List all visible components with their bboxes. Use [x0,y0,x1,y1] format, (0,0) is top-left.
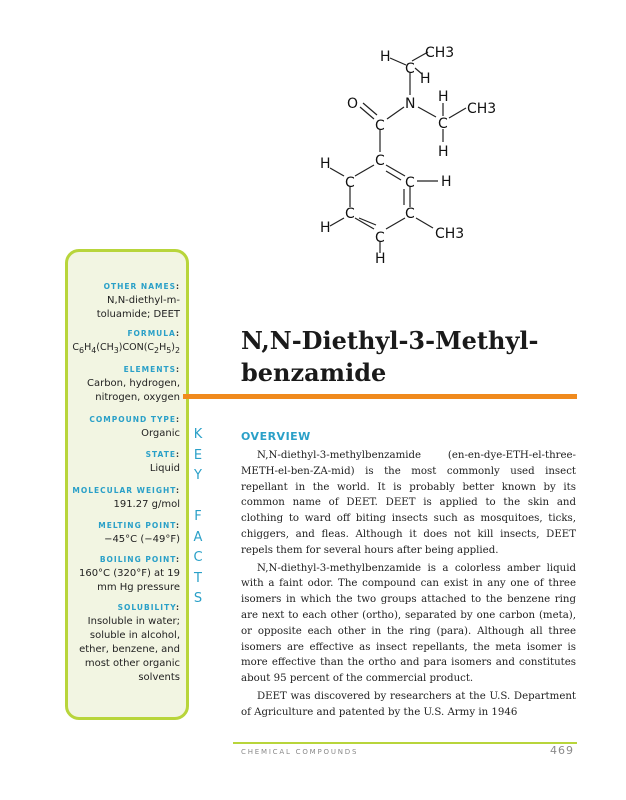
article-body [241,448,576,721]
fact-value: 160°C (320°F) at 19 mm Hg pressure [78,568,180,593]
fact-label: STATE [145,450,176,459]
atom-label: C [375,230,385,246]
section-heading-overview: OVERVIEW [241,430,311,443]
atom-label: O [347,96,359,112]
atom-label: CH3 [467,101,497,117]
fact-value: $C_6H_4(CH_3)CON(C_2H_5)_2$ [72,342,180,355]
fact-melting-point: MELTING POINT: −45°C (−49°F) [72,521,180,547]
fact-value: 191.27 g/mol [113,499,180,510]
fact-value: Organic [141,428,180,439]
fact-value: N,N-diethyl-m-toluamide; DEET [96,295,180,320]
fact-label: SOLUBILITY [117,603,176,612]
footer-divider [233,742,577,744]
fact-state: STATE: Liquid [72,450,180,476]
fact-compound-type: COMPOUND TYPE: Organic [72,415,180,441]
fact-other-names: OTHER NAMES: N,N-diethyl-m-toluamide; DEET [72,282,180,322]
fact-boiling-point: BOILING POINT: 160°C (320°F) at 19 mm Hg pressure [72,555,180,595]
atom-label: H [438,89,449,105]
atom-label: C [345,206,355,222]
fact-label: ELEMENTS [123,365,176,374]
fact-formula: FORMULA: $C_6H_4(CH_3)CON(C_2H_5)_2$ [72,329,180,358]
fact-label: MOLECULAR WEIGHT [72,486,176,495]
atom-label: C [405,206,415,222]
atom-label: C [438,116,448,132]
fact-value: Carbon, hydrogen, nitrogen, oxygen [86,378,180,403]
fact-solubility: SOLUBILITY: Insoluble in water; soluble in alcohol, ether, benzene, and most other organic solvents [72,603,180,685]
fact-label: OTHER NAMES [103,282,176,291]
atom-label: C [375,118,385,134]
molecule-structure-diagram [300,35,520,275]
fact-elements: ELEMENTS: Carbon, hydrogen, nitrogen, oxygen [72,365,180,405]
atom-label: H [320,220,331,236]
paragraph: N,N-diethyl-3-methylbenzamide is a colorless amber liquid with a faint odor. The compound can exist in any one of three isomers in which the two groups attached to the benzene ring are next to each other (ortho), separated by one carbon (meta), or opposite each other in the ring (para). Although all three isomers are effective as insect repellants, the meta isomer is more effective than the ortho and para isomers and constitutes about 95 percent of the commercial product. [241,562,576,685]
paragraph: N,N-diethyl-3-methylbenzamide (en-en-dye-ETH-el-three-METH-el-ben-ZA-mid) is the most commonly used insect repellant in the world. It is probably better known by its common name of DEET. DEET is applied to the skin and clothing to ward off biting insects such as mosquitoes, ticks, chiggers, and fleas. Although it does not kill insects, DEET repels them for several hours after being applied. [241,450,576,556]
atom-label: C [405,61,415,77]
key-facts-letter: S [193,591,203,606]
key-facts-letter: K [193,427,203,442]
footer-book-title: CHEMICAL COMPOUNDS [241,748,359,756]
key-facts-sidebar [65,249,189,720]
atom-label: CH3 [435,226,465,242]
fact-label: COMPOUND TYPE [89,415,176,424]
atom-label: H [320,156,331,172]
key-facts-letter: T [194,570,202,586]
atom-label: H [438,144,449,160]
fact-value: Insoluble in water; soluble in alcohol, ether, benzene, and most other organic solvents [79,616,180,683]
atom-label: C [405,175,415,191]
key-facts-letter: C [193,550,203,565]
fact-value: −45°C (−49°F) [104,534,180,545]
fact-molecular-weight: MOLECULAR WEIGHT: 191.27 g/mol [72,486,180,510]
paragraph: DEET was discovered by researchers at the U.S. Department of Agriculture and patented by the U.S. Army in 1946 [241,690,576,718]
fact-value: Liquid [149,463,180,474]
atom-label: C [345,175,355,191]
key-facts-letter: E [193,447,203,463]
page-number: 469 [550,744,574,757]
atom-label: N [405,96,416,112]
fact-label: MELTING POINT [98,521,176,530]
fact-label: FORMULA [127,329,176,338]
title-divider [183,394,577,399]
key-facts-letter: Y [194,468,202,483]
key-facts-vertical-heading [190,425,206,610]
atom-label: H [420,71,431,87]
key-facts-letter [190,487,206,508]
atom-label: H [375,251,386,267]
atom-label: H [380,49,391,65]
page-title: N,N-Diethyl-3-Methyl-benzamide [241,326,539,387]
atom-label: CH3 [425,45,455,61]
atom-label: C [375,153,385,169]
atom-label: H [441,174,452,190]
key-facts-letter: A [193,529,203,545]
fact-label: BOILING POINT [99,555,176,564]
key-facts-letter: F [194,509,202,524]
